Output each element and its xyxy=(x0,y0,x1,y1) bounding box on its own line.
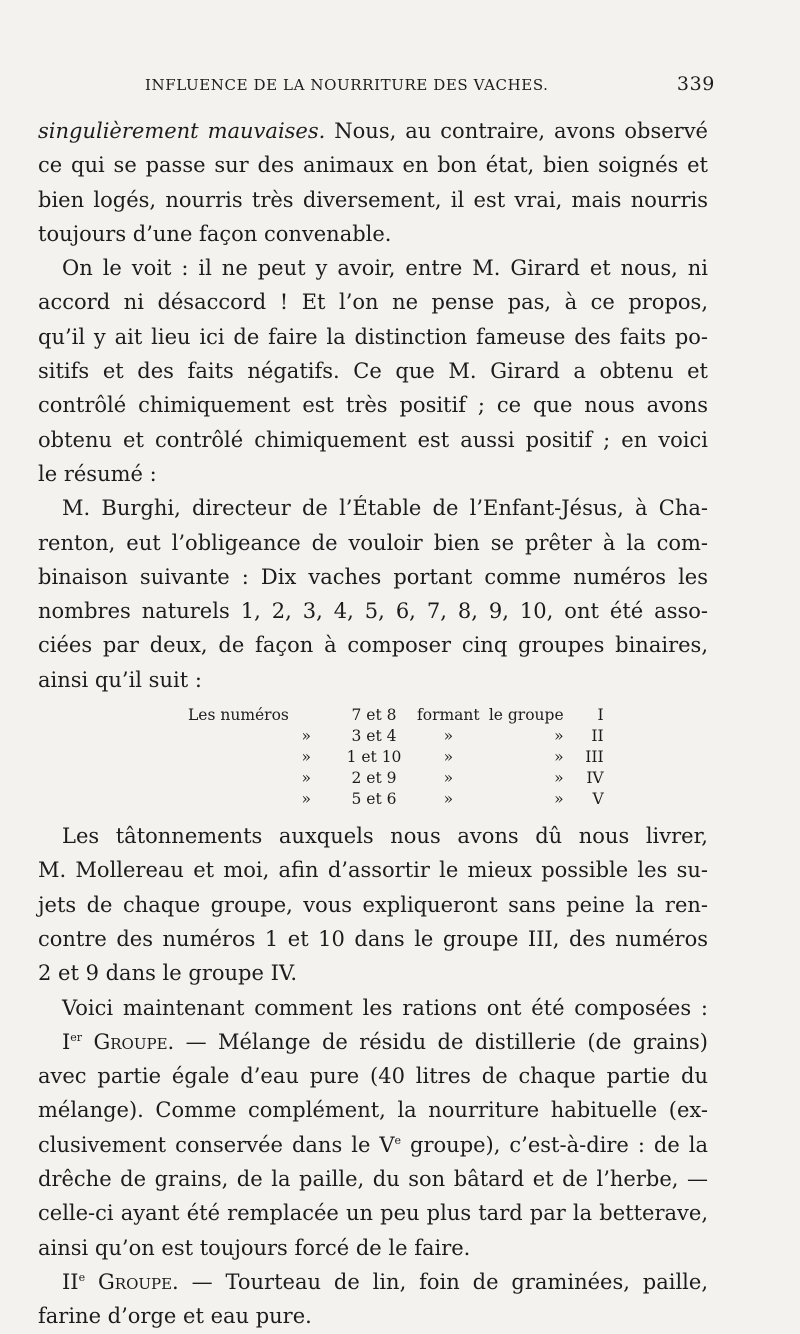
text-line: qu’il y ait lieu ici de faire la distinction fameuse des faits po- xyxy=(38,324,708,349)
groups-table xyxy=(188,705,604,810)
paragraph-5 xyxy=(38,991,708,1025)
text-span: groupe), c’est-à-dire : de la xyxy=(401,1132,708,1157)
table-cell: » xyxy=(554,748,564,767)
text-line: obtenu et contrôlé chimiquement est aussi positif ; en voici xyxy=(38,427,708,452)
paragraph-1 xyxy=(38,114,708,251)
table-cell: III xyxy=(585,748,604,767)
table-row xyxy=(188,768,604,789)
table-row xyxy=(188,747,604,768)
table-cell: II xyxy=(591,727,604,746)
body-text xyxy=(38,114,708,1334)
table-cell: » xyxy=(443,769,454,788)
text-line: Les tâtonnements auxquels nous avons dû nous livrer, xyxy=(62,824,708,849)
table-cell: Les numéros xyxy=(188,706,289,725)
table-cell: le groupe xyxy=(488,706,564,725)
italic-phrase: singulièrement mauvaises. xyxy=(38,119,326,143)
text-line: On le voit : il ne peut y avoir, entre M. Girard et nous, ni xyxy=(62,256,708,281)
text-span: — Tourteau de lin, foin de graminées, paille, xyxy=(178,1269,708,1294)
table-cell: 2 et 9 xyxy=(351,769,397,788)
text-line: ce qui se passe sur des animaux en bon état, bien soignés et xyxy=(38,153,708,178)
table-row xyxy=(188,705,604,726)
text-line: M. Mollereau et moi, afin d’assortir le mieux possible les su- xyxy=(38,858,708,883)
text-line xyxy=(38,1128,708,1162)
text-line xyxy=(38,1025,708,1059)
text-line: jets de chaque groupe, vous expliqueront sans peine la ren- xyxy=(38,892,708,917)
text-line: farine d’orge et eau pure. xyxy=(38,1304,312,1329)
table-cell: V xyxy=(592,790,604,809)
text-line: drêche de grains, de la paille, du son bâtard et de l’herbe, — xyxy=(38,1167,708,1192)
table-cell: 1 et 10 xyxy=(346,748,402,767)
table-cell: formant xyxy=(417,706,480,725)
group-heading: Groupe. xyxy=(93,1029,175,1054)
table-cell: 7 et 8 xyxy=(351,706,397,725)
table-cell: » xyxy=(554,727,564,746)
table-cell: 3 et 4 xyxy=(351,727,397,746)
group-heading: Groupe. xyxy=(98,1269,179,1294)
table-cell: » xyxy=(554,790,564,809)
running-title: INFLUENCE DE LA NOURRITURE DES VACHES. xyxy=(145,76,549,94)
table-cell: » xyxy=(301,748,311,767)
group-number: II xyxy=(62,1269,79,1294)
text-line: nombres naturels 1, 2, 3, 4, 5, 6, 7, 8, 9, 10, ont été asso- xyxy=(38,599,708,624)
text-line: bien logés, nourris très diversement, il est vrai, mais nourris xyxy=(38,187,708,212)
ordinal-suffix: e xyxy=(394,1133,402,1147)
group-number: I xyxy=(62,1029,71,1054)
ordinal-suffix: e xyxy=(78,1270,86,1284)
text-span: — Mélange de résidu de distillerie (de grains) xyxy=(174,1029,708,1054)
text-line xyxy=(38,1265,708,1299)
table-cell: » xyxy=(443,727,454,746)
text-line: M. Burghi, directeur de l’Étable de l’Enfant-Jésus, à Cha- xyxy=(62,496,708,521)
table-cell: » xyxy=(301,769,311,788)
paragraph-7 xyxy=(38,1265,708,1334)
table-row xyxy=(188,789,604,810)
table-cell: » xyxy=(554,769,564,788)
text-line: sitifs et des faits négatifs. Ce que M. Girard a obtenu et xyxy=(38,359,708,384)
text-line: binaison suivante : Dix vaches portant comme numéros les xyxy=(38,564,708,589)
text-line: avec partie égale d’eau pure (40 litres de chaque partie du xyxy=(38,1064,708,1089)
table-cell: I xyxy=(597,706,604,725)
paragraph-2 xyxy=(38,251,708,491)
text-line: ciées par deux, de façon à composer cinq groupes binaires, xyxy=(38,633,708,658)
paragraph-3 xyxy=(38,491,708,697)
table-cell: » xyxy=(443,748,454,767)
text-line: contrôlé chimiquement est très positif ; ce que nous avons xyxy=(38,393,708,418)
text-line: accord ni désaccord ! Et l’on ne pense pas, à ce propos, xyxy=(38,290,708,315)
text-line: mélange). Comme complément, la nourriture habituelle (ex- xyxy=(38,1098,708,1123)
text-line: 2 et 9 dans le groupe IV. xyxy=(38,961,298,986)
text-line: celle-ci ayant été remplacée un peu plus tard par la betterave, xyxy=(38,1201,708,1226)
text-line xyxy=(38,114,708,148)
text-line: contre des numéros 1 et 10 dans le groupe III, des numéros xyxy=(38,926,708,951)
text-span: Nous, au contraire, avons observé xyxy=(325,119,708,143)
paragraph-4 xyxy=(38,819,708,990)
page-number: 339 xyxy=(676,73,715,95)
table-cell: IV xyxy=(586,769,604,788)
table-row xyxy=(188,726,604,747)
text-line: ainsi qu’on est toujours forcé de le faire. xyxy=(38,1235,471,1260)
table-cell: » xyxy=(443,790,454,809)
text-line: Voici maintenant comment les rations ont été composées : xyxy=(62,995,708,1020)
text-line: toujours d’une façon convenable. xyxy=(38,221,392,246)
text-line: ainsi qu’il suit : xyxy=(38,667,202,692)
ordinal-suffix: er xyxy=(70,1030,83,1044)
text-line: le résumé : xyxy=(38,461,157,486)
table-cell: » xyxy=(301,790,311,809)
table-cell: » xyxy=(301,727,311,746)
text-line: renton, eut l’obligeance de vouloir bien se prêter à la com- xyxy=(38,530,708,555)
table-cell: 5 et 6 xyxy=(351,790,397,809)
paragraph-6 xyxy=(38,1025,708,1265)
text-span: clusivement conservée dans le V xyxy=(38,1132,395,1157)
